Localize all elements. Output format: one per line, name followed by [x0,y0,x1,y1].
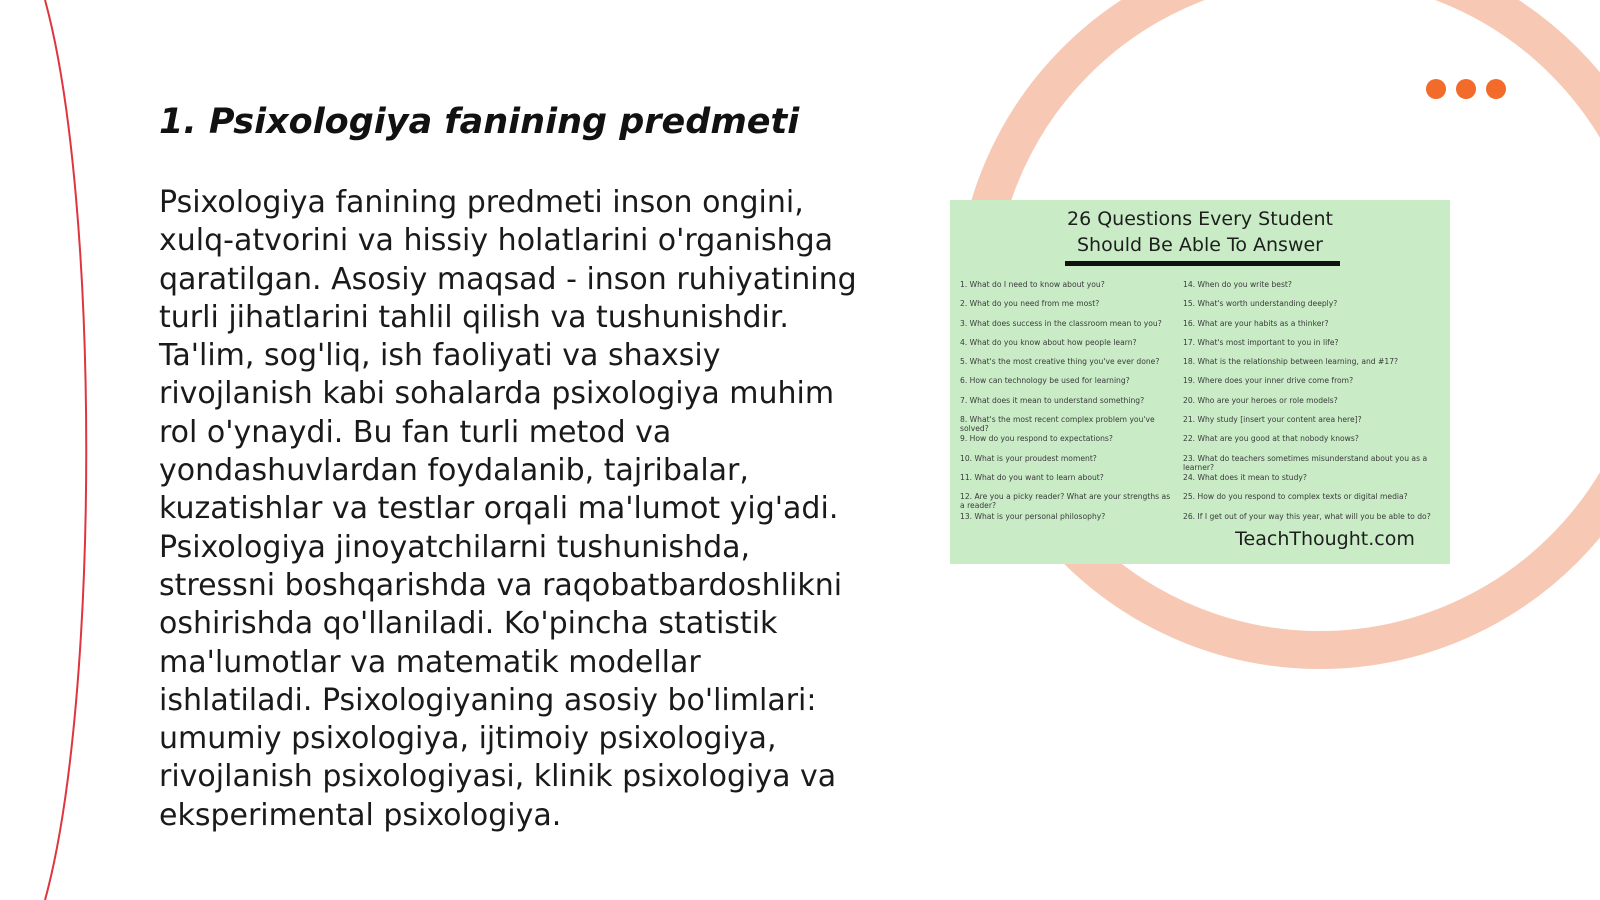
dot [1486,79,1506,99]
poster-question: 25. How do you respond to complex texts or digital media? [1183,492,1408,502]
poster-question: 14. When do you write best? [1183,280,1292,289]
poster-question: 18. What is the relationship between learning, and #17? [1183,357,1399,367]
decorative-left-curve [45,0,86,900]
poster-question: 1. What do I need to know about you? [960,280,1105,289]
poster-question: 23. What do teachers sometimes misunderstand about you as a learner? [1183,453,1428,472]
poster-question: 26. If I get out of your way this year, what will you be able to do? [1183,511,1431,521]
poster-question: 11. What do you want to learn about? [960,472,1104,482]
poster-title-line: 26 Questions Every Student [1067,208,1333,230]
poster-question: 17. What's most important to you in life? [1183,337,1339,347]
poster-title-line: Should Be Able To Answer [1077,234,1323,256]
dot [1456,79,1476,99]
poster-title-underline [1065,261,1340,266]
poster-question-list-left [960,280,1175,531]
poster-question: 15. What's worth understanding deeply? [1183,299,1338,309]
poster-image [950,200,1450,564]
poster-title [950,206,1450,258]
poster-question: 4. What do you know about how people learn? [960,337,1137,347]
poster-question: 16. What are your habits as a thinker? [1183,318,1329,328]
poster-question-list-right [1183,280,1448,531]
poster-question: 8. What's the most recent complex problem you've solved? [960,415,1155,434]
poster-question: 9. How do you respond to expectations? [960,434,1113,444]
poster-question: 7. What does it mean to understand something? [960,395,1145,405]
poster-question: 22. What are you good at that nobody knows? [1183,434,1359,444]
poster-question: 10. What is your proudest moment? [960,453,1097,463]
poster-question: 12. Are you a picky reader? What are your strengths as a reader? [960,492,1171,511]
poster-question: 21. Why study [insert your content area here]? [1183,415,1362,425]
poster-question: 20. Who are your heroes or role models? [1183,395,1338,405]
poster-question: 3. What does success in the classroom mean to you? [960,318,1162,328]
poster-source-url: TeachThought.com [1235,528,1415,550]
poster-question: 2. What do you need from me most? [960,299,1100,309]
poster-question: 13. What is your personal philosophy? [960,511,1106,521]
slide-title: 1. Psixologiya fanining predmeti [159,102,800,142]
dot [1426,79,1446,99]
poster-question: 19. Where does your inner drive come from? [1183,376,1354,386]
three-dots-icon [1426,79,1506,99]
poster-question: 5. What's the most creative thing you've ever done? [960,357,1160,367]
poster-question: 6. How can technology be used for learning? [960,376,1130,386]
slide-body-text: Psixologiya fanining predmeti inson ongini, xulq-atvorini va hissiy holatlarini o'rganishga qaratilgan. Asosiy maqsad - inson ruhiyatining turli jihatlarini tahlil qilish va tushunishdir. Ta'lim, sog'liq, ish faoliyati va shaxsiy rivojlanish kabi sohalarda psixologiya muhim rol o'ynaydi. Bu fan turli metod va yondashuvlardan foydalanib, tajribalar, kuzatishlar va testlar orqali ma'lumot yig'adi. Psixologiya jinoyatchilarni tushunishda, stressni boshqarishda va raqobatbardoshlikni oshirishda qo'llaniladi. Ko'pincha statistik ma'lumotlar va matematik modellar ishlatiladi. Psixologiyaning asosiy bo'limlari: umumiy psixologiya, ijtimoiy psixologiya, rivojlanish psixologiyasi, klinik psixologiya va eksperimental psixologiya. [159,185,857,833]
poster-question: 24. What does it mean to study? [1183,472,1307,482]
